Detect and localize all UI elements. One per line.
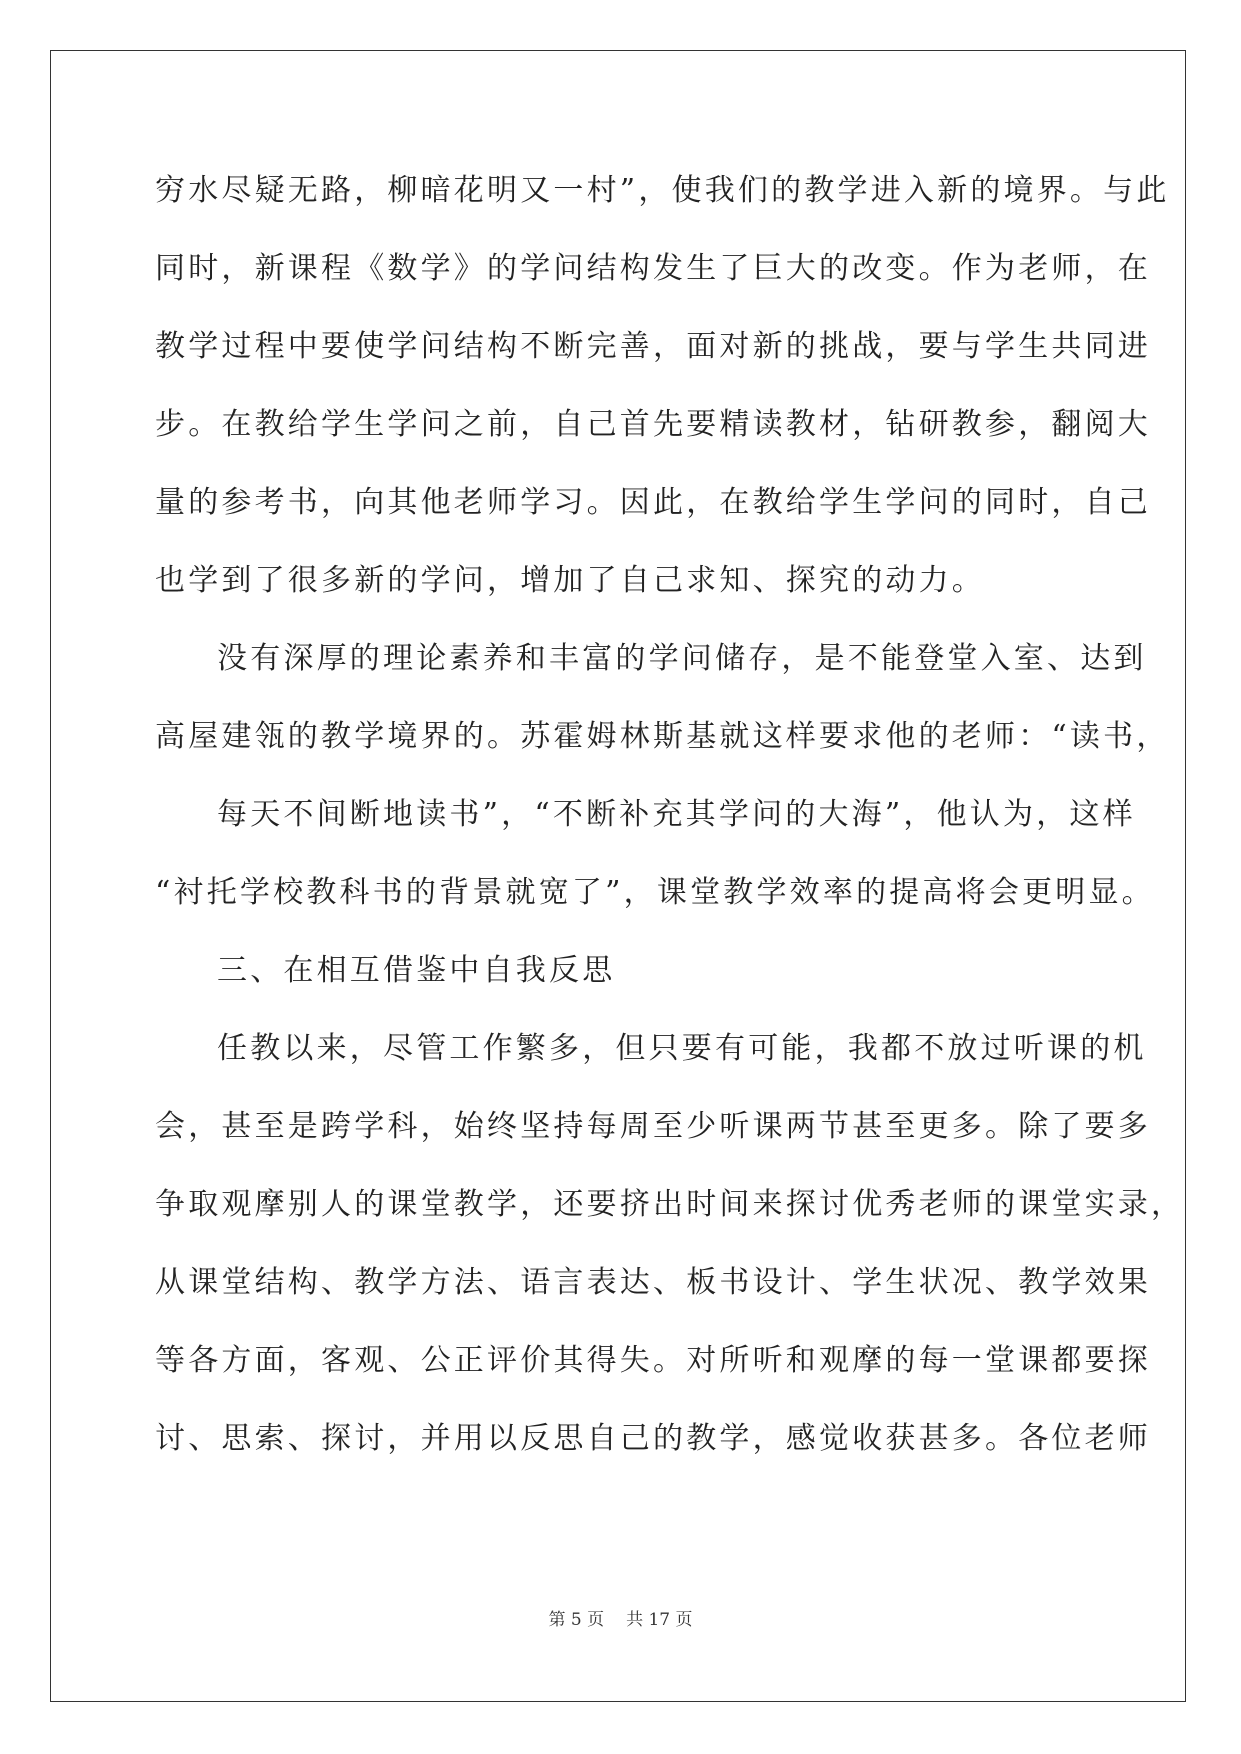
page-total: 共 17 页	[626, 1610, 693, 1630]
page-footer	[0, 1605, 1241, 1630]
text-line: 步。在教给学生学问之前，自己首先要精读教材，钻研教参，翻阅大	[155, 407, 1151, 442]
text-line: 高屋建瓴的教学境界的。苏霍姆林斯基就这样要求他的老师：“读书，	[155, 719, 1170, 754]
text-line: 穷水尽疑无路，柳暗花明又一村”，使我们的教学进入新的境界。与此	[155, 173, 1170, 208]
text-line: 也学到了很多新的学问，增加了自己求知、探究的动力。	[155, 563, 985, 598]
text-line: 任教以来，尽管工作繁多，但只要有可能，我都不放过听课的机	[217, 1031, 1147, 1066]
page-number: 第 5 页	[548, 1610, 605, 1630]
text-line: 争取观摩别人的课堂教学，还要挤出时间来探讨优秀老师的课堂实录，	[155, 1187, 1185, 1222]
text-line: 没有深厚的理论素养和丰富的学问储存，是不能登堂入室、达到	[217, 641, 1147, 676]
text-line: 讨、思索、探讨，并用以反思自己的教学，感觉收获甚多。各位老师	[155, 1421, 1151, 1456]
text-line: 同时，新课程《数学》的学问结构发生了巨大的改变。作为老师，在	[155, 251, 1151, 286]
text-line: “衬托学校教科书的背景就宽了”，课堂教学效率的提高将会更明显。	[155, 875, 1155, 910]
text-line: 每天不间断地读书”，“不断补充其学问的大海”，他认为，这样	[217, 797, 1136, 832]
text-line: 会，甚至是跨学科，始终坚持每周至少听课两节甚至更多。除了要多	[155, 1109, 1151, 1144]
text-line: 等各方面，客观、公正评价其得失。对所听和观摩的每一堂课都要探	[155, 1343, 1151, 1378]
text-line: 从课堂结构、教学方法、语言表达、板书设计、学生状况、教学效果	[155, 1265, 1151, 1300]
text-line: 量的参考书，向其他老师学习。因此，在教给学生学问的同时，自己	[155, 485, 1151, 520]
document-body	[155, 152, 1185, 1478]
section-heading: 三、在相互借鉴中自我反思	[217, 953, 616, 988]
text-line: 教学过程中要使学问结构不断完善，面对新的挑战，要与学生共同进	[155, 329, 1151, 364]
